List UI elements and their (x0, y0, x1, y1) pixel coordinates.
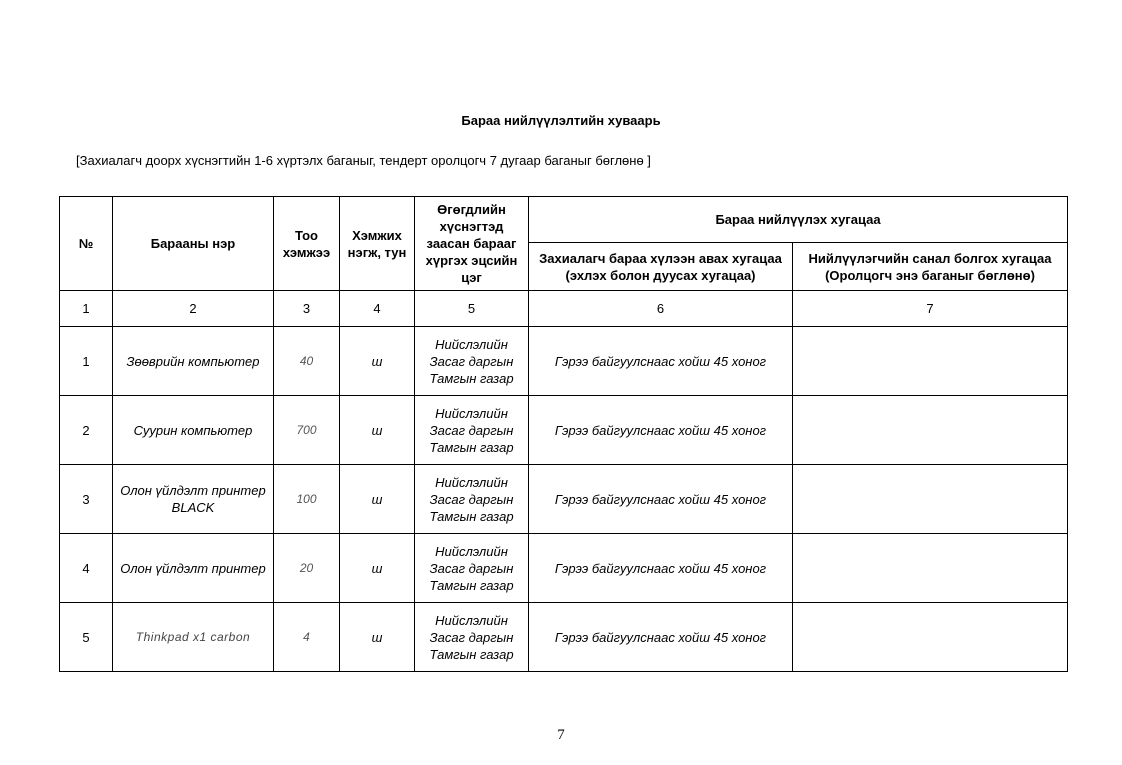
delivery-location: Нийслэлийн Засаг даргын Тамгын газар (415, 327, 529, 396)
item-unit: ш (340, 603, 415, 672)
table-row (60, 534, 1068, 603)
column-number: 3 (274, 291, 340, 327)
item-quantity: 20 (274, 534, 340, 603)
header-location: Өгөгдлийн хүснэгтэд заасан барааг хүргэх эцсийн цэг (415, 197, 529, 291)
row-number: 5 (60, 603, 113, 672)
column-number: 4 (340, 291, 415, 327)
column-number: 5 (415, 291, 529, 327)
supplier-proposed-time[interactable] (793, 465, 1068, 534)
customer-delivery-time: Гэрээ байгуулснаас хойш 45 хоног (529, 396, 793, 465)
customer-delivery-time: Гэрээ байгуулснаас хойш 45 хоног (529, 603, 793, 672)
column-number: 6 (529, 291, 793, 327)
row-number: 2 (60, 396, 113, 465)
delivery-location: Нийслэлийн Засаг даргын Тамгын газар (415, 465, 529, 534)
instruction-text: [Захиалагч доорх хүснэгтийн 1-6 хүртэлх баганыг, тендерт оролцогч 7 дугаар баганыг бөглөнө ] (76, 153, 651, 168)
header-delivery-time: Бараа нийлүүлэх хугацаа (529, 197, 1068, 243)
item-unit: ш (340, 396, 415, 465)
supplier-proposed-time[interactable] (793, 396, 1068, 465)
delivery-location: Нийслэлийн Засаг даргын Тамгын газар (415, 534, 529, 603)
row-number: 4 (60, 534, 113, 603)
header-unit: Хэмжих нэгж, тун (340, 197, 415, 291)
column-number: 1 (60, 291, 113, 327)
table-row (60, 327, 1068, 396)
item-quantity: 700 (274, 396, 340, 465)
supplier-proposed-time[interactable] (793, 327, 1068, 396)
column-number: 7 (793, 291, 1068, 327)
item-name: Thinkpad x1 carbon (113, 603, 274, 672)
delivery-location: Нийслэлийн Засаг даргын Тамгын газар (415, 396, 529, 465)
delivery-schedule-table (59, 196, 1068, 672)
customer-delivery-time: Гэрээ байгуулснаас хойш 45 хоног (529, 534, 793, 603)
column-number-row (60, 291, 1068, 327)
item-quantity: 40 (274, 327, 340, 396)
item-quantity: 100 (274, 465, 340, 534)
supplier-proposed-time[interactable] (793, 603, 1068, 672)
delivery-location: Нийслэлийн Засаг даргын Тамгын газар (415, 603, 529, 672)
item-name: Олон үйлдэлт принтер BLACK (113, 465, 274, 534)
column-number: 2 (113, 291, 274, 327)
supplier-proposed-time[interactable] (793, 534, 1068, 603)
item-name: Суурин компьютер (113, 396, 274, 465)
customer-delivery-time: Гэрээ байгуулснаас хойш 45 хоног (529, 465, 793, 534)
item-unit: ш (340, 327, 415, 396)
item-quantity: 4 (274, 603, 340, 672)
header-qty: Тоо хэмжээ (274, 197, 340, 291)
customer-delivery-time: Гэрээ байгуулснаас хойш 45 хоног (529, 327, 793, 396)
row-number: 3 (60, 465, 113, 534)
table-row (60, 603, 1068, 672)
page-number: 7 (557, 727, 565, 743)
header-name: Барааны нэр (113, 197, 274, 291)
table-row (60, 465, 1068, 534)
item-name: Олон үйлдэлт принтер (113, 534, 274, 603)
item-unit: ш (340, 465, 415, 534)
item-name: Зөөврийн компьютер (113, 327, 274, 396)
header-supplier-time: Нийлүүлэгчийн санал болгох хугацаа (Оролцогч энэ баганыг бөглөнө) (793, 243, 1068, 291)
header-customer-time: Захиалагч бараа хүлээн авах хугацаа (эхлэх болон дуусах хугацаа) (529, 243, 793, 291)
header-no: № (60, 197, 113, 291)
table-row (60, 396, 1068, 465)
page-title: Бараа нийлүүлэлтийн хуваарь (461, 113, 661, 128)
item-unit: ш (340, 534, 415, 603)
row-number: 1 (60, 327, 113, 396)
